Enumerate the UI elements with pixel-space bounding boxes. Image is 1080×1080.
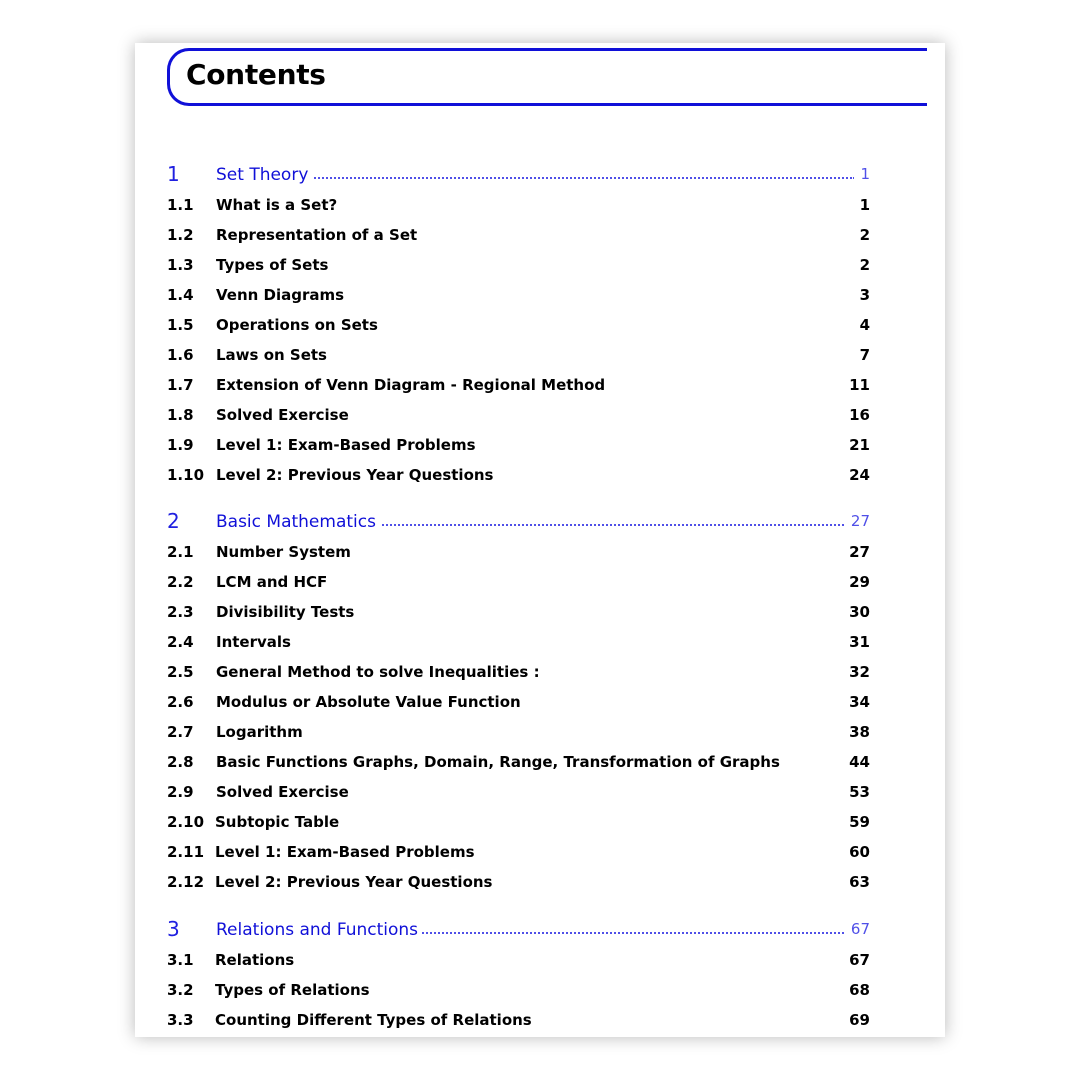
section-title[interactable]: Representation of a Set <box>216 226 418 244</box>
section-number: 1.6 <box>167 346 194 364</box>
chapter-number: 3 <box>167 917 180 941</box>
toc-section-row[interactable] <box>135 691 945 715</box>
section-page-number: 38 <box>849 723 870 741</box>
toc-section-row[interactable] <box>135 871 945 895</box>
section-number: 2.3 <box>167 603 194 621</box>
toc-section-row[interactable] <box>135 284 945 308</box>
section-page-number: 4 <box>859 316 870 334</box>
section-title[interactable]: Relations <box>215 951 295 969</box>
section-number: 2.8 <box>167 753 194 771</box>
section-page-number: 32 <box>849 663 870 681</box>
contents-title-frame <box>167 48 927 106</box>
section-title[interactable]: Level 1: Exam-Based Problems <box>215 843 475 861</box>
section-title[interactable]: Number System <box>216 543 351 561</box>
section-page-number: 11 <box>849 376 870 394</box>
section-title[interactable]: Divisibility Tests <box>216 603 355 621</box>
toc-section-row[interactable] <box>135 811 945 835</box>
section-number: 3.3 <box>167 1011 194 1029</box>
chapter-number: 1 <box>167 162 180 186</box>
chapter-page-number: 27 <box>845 512 870 530</box>
section-number: 1.9 <box>167 436 194 454</box>
section-title[interactable]: Level 2: Previous Year Questions <box>216 466 494 484</box>
section-number: 2.5 <box>167 663 194 681</box>
section-number: 2.11 <box>167 843 205 861</box>
section-title[interactable]: Counting Different Types of Relations <box>215 1011 532 1029</box>
toc-section-row[interactable] <box>135 541 945 565</box>
section-page-number: 16 <box>849 406 870 424</box>
section-title[interactable]: LCM and HCF <box>216 573 328 591</box>
toc-section-row[interactable] <box>135 224 945 248</box>
section-page-number: 69 <box>849 1011 870 1029</box>
section-number: 2.12 <box>167 873 205 891</box>
section-page-number: 31 <box>849 633 870 651</box>
section-page-number: 3 <box>859 286 870 304</box>
toc-section-row[interactable] <box>135 374 945 398</box>
toc-section-row[interactable] <box>135 344 945 368</box>
toc-section-row[interactable] <box>135 841 945 865</box>
section-title[interactable]: Logarithm <box>216 723 303 741</box>
section-page-number: 27 <box>849 543 870 561</box>
section-number: 2.7 <box>167 723 194 741</box>
toc-section-row[interactable] <box>135 949 945 973</box>
toc-section-row[interactable] <box>135 194 945 218</box>
section-page-number: 30 <box>849 603 870 621</box>
section-number: 2.10 <box>167 813 205 831</box>
section-number: 2.6 <box>167 693 194 711</box>
toc-section-row[interactable] <box>135 314 945 338</box>
section-number: 3.2 <box>167 981 194 999</box>
section-number: 1.5 <box>167 316 194 334</box>
toc-section-row[interactable] <box>135 464 945 488</box>
section-number: 2.2 <box>167 573 194 591</box>
toc-section-row[interactable] <box>135 979 945 1003</box>
section-title[interactable]: Operations on Sets <box>216 316 378 334</box>
section-title[interactable]: Modulus or Absolute Value Function <box>216 693 521 711</box>
chapter-number: 2 <box>167 509 180 533</box>
section-number: 1.2 <box>167 226 194 244</box>
page-title: Contents <box>186 58 326 91</box>
section-page-number: 44 <box>849 753 870 771</box>
document-page <box>135 43 945 1037</box>
section-title[interactable]: Basic Functions Graphs, Domain, Range, Transformation of Graphs <box>216 753 780 771</box>
toc-chapter-3[interactable] <box>135 918 945 942</box>
section-number: 1.7 <box>167 376 194 394</box>
section-title[interactable]: Level 1: Exam-Based Problems <box>216 436 476 454</box>
section-number: 3.1 <box>167 951 194 969</box>
section-title[interactable]: Solved Exercise <box>216 406 349 424</box>
section-title[interactable]: Extension of Venn Diagram - Regional Method <box>216 376 606 394</box>
section-page-number: 68 <box>849 981 870 999</box>
section-page-number: 63 <box>849 873 870 891</box>
section-title[interactable]: Solved Exercise <box>216 783 349 801</box>
section-title[interactable]: Level 2: Previous Year Questions <box>215 873 493 891</box>
section-number: 1.3 <box>167 256 194 274</box>
section-page-number: 67 <box>849 951 870 969</box>
section-title[interactable]: What is a Set? <box>216 196 338 214</box>
section-page-number: 21 <box>849 436 870 454</box>
toc-section-row[interactable] <box>135 254 945 278</box>
toc-section-row[interactable] <box>135 721 945 745</box>
section-number: 2.4 <box>167 633 194 651</box>
section-number: 2.9 <box>167 783 194 801</box>
section-page-number: 2 <box>859 226 870 244</box>
section-number: 1.1 <box>167 196 194 214</box>
toc-section-row[interactable] <box>135 661 945 685</box>
section-page-number: 2 <box>859 256 870 274</box>
section-page-number: 34 <box>849 693 870 711</box>
toc-chapter-1[interactable] <box>135 163 945 187</box>
chapter-page-number: 67 <box>845 920 870 938</box>
section-number: 1.8 <box>167 406 194 424</box>
toc-section-row[interactable] <box>135 571 945 595</box>
chapter-page-number: 1 <box>854 165 870 183</box>
dot-leader <box>295 177 855 179</box>
toc-chapter-2[interactable] <box>135 510 945 534</box>
section-number: 2.1 <box>167 543 194 561</box>
toc-section-row[interactable] <box>135 601 945 625</box>
toc-section-row[interactable] <box>135 781 945 805</box>
toc-section-row[interactable] <box>135 751 945 775</box>
section-page-number: 59 <box>849 813 870 831</box>
section-title[interactable]: Types of Relations <box>215 981 370 999</box>
section-title[interactable]: Types of Sets <box>216 256 329 274</box>
section-page-number: 60 <box>849 843 870 861</box>
section-title[interactable]: Venn Diagrams <box>216 286 345 304</box>
toc-section-row[interactable] <box>135 1009 945 1033</box>
chapter-title[interactable]: Basic Mathematics <box>216 512 380 532</box>
section-page-number: 24 <box>849 466 870 484</box>
section-page-number: 53 <box>849 783 870 801</box>
section-page-number: 7 <box>859 346 870 364</box>
section-title[interactable]: Subtopic Table <box>215 813 340 831</box>
toc-section-row[interactable] <box>135 434 945 458</box>
toc-section-row[interactable] <box>135 631 945 655</box>
section-page-number: 29 <box>849 573 870 591</box>
section-title[interactable]: Intervals <box>216 633 291 651</box>
toc-section-row[interactable] <box>135 404 945 428</box>
chapter-title[interactable]: Set Theory <box>216 165 312 185</box>
chapter-title[interactable]: Relations and Functions <box>216 920 422 940</box>
section-number: 1.4 <box>167 286 194 304</box>
section-title[interactable]: General Method to solve Inequalities : <box>216 663 540 681</box>
section-page-number: 1 <box>859 196 870 214</box>
section-title[interactable]: Laws on Sets <box>216 346 327 364</box>
section-number: 1.10 <box>167 466 205 484</box>
